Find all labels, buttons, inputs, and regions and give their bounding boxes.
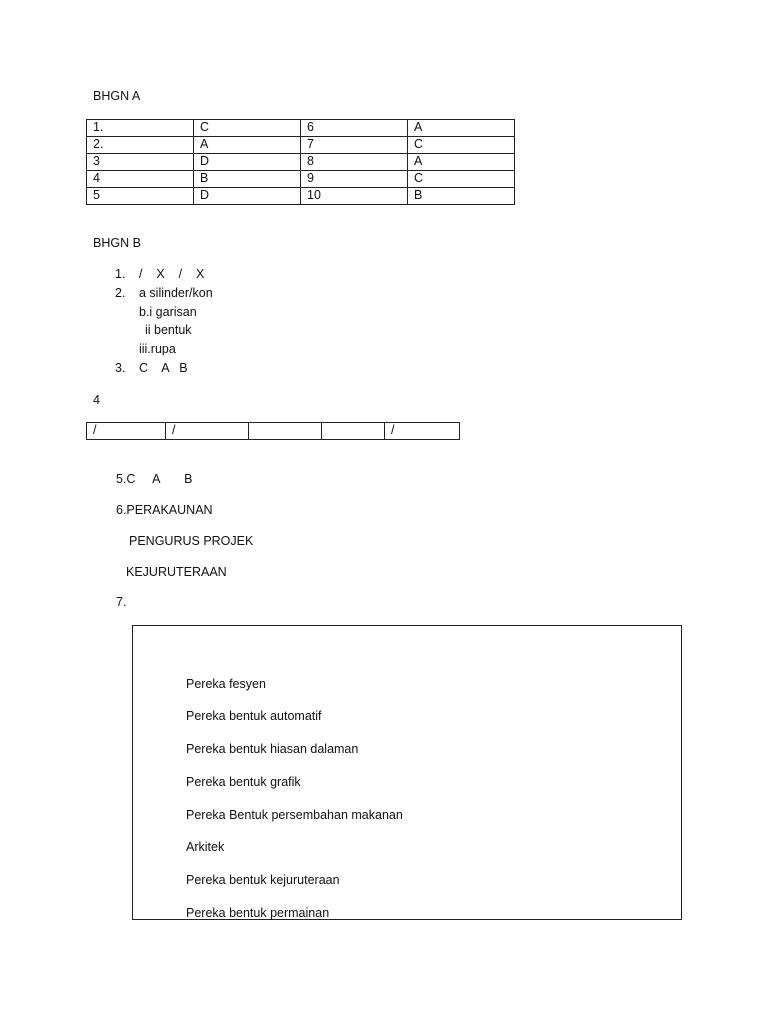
table-row (87, 171, 515, 188)
list-item: Pereka bentuk permainan (186, 906, 330, 920)
list-item: Pereka fesyen (186, 677, 266, 691)
table-cell: C (408, 137, 515, 154)
list-item: Pereka bentuk kejuruteraan (186, 873, 340, 887)
q4-label: 4 (93, 393, 100, 407)
table-cell: 8 (301, 154, 408, 171)
table-cell: / (385, 423, 460, 440)
table-cell: C (194, 120, 301, 137)
table-cell (249, 423, 322, 440)
table-cell: B (408, 188, 515, 205)
q3-number: 3. (115, 361, 126, 375)
section-a-answer-table (86, 119, 515, 205)
q7-answer-box (132, 625, 682, 920)
table-cell: 5 (87, 188, 194, 205)
table-cell: C (408, 171, 515, 188)
table-cell: 3 (87, 154, 194, 171)
table-row (87, 154, 515, 171)
q1-number: 1. (115, 267, 126, 281)
q2-answer-a: a silinder/kon (139, 286, 213, 300)
table-cell: 7 (301, 137, 408, 154)
q5-answer: 5.C A B (116, 472, 193, 486)
table-cell: A (408, 120, 515, 137)
q7-label: 7. (116, 595, 127, 609)
list-item: Pereka bentuk grafik (186, 775, 301, 789)
table-cell: A (194, 137, 301, 154)
table-cell: A (408, 154, 515, 171)
q6-answer-a: 6.PERAKAUNAN (116, 503, 213, 517)
q2-answer-b: b.i garisan (139, 305, 197, 319)
section-b-title: BHGN B (93, 236, 141, 250)
q2-answer-d: iii.rupa (139, 342, 176, 356)
q1-answer: / X / X (139, 267, 205, 281)
table-row (87, 188, 515, 205)
table-cell: D (194, 154, 301, 171)
table-row (87, 423, 460, 440)
list-item: Arkitek (186, 840, 225, 854)
table-cell: 1. (87, 120, 194, 137)
q4-answer-table (86, 422, 460, 440)
table-cell: B (194, 171, 301, 188)
table-cell: 10 (301, 188, 408, 205)
table-row (87, 137, 515, 154)
table-cell: 4 (87, 171, 194, 188)
q6-answer-b: PENGURUS PROJEK (129, 534, 254, 548)
table-cell: D (194, 188, 301, 205)
table-cell (322, 423, 385, 440)
section-a-title: BHGN A (93, 89, 141, 103)
table-cell: 9 (301, 171, 408, 188)
q2-number: 2. (115, 286, 126, 300)
q3-answer: C A B (139, 361, 188, 375)
table-cell: / (87, 423, 166, 440)
q6-answer-c: KEJURUTERAAN (126, 565, 227, 579)
table-cell: / (166, 423, 249, 440)
list-item: Pereka Bentuk persembahan makanan (186, 808, 403, 822)
list-item: Pereka bentuk automatif (186, 709, 322, 723)
table-row (87, 120, 515, 137)
q2-answer-c: ii bentuk (145, 323, 192, 337)
table-cell: 2. (87, 137, 194, 154)
list-item: Pereka bentuk hiasan dalaman (186, 742, 359, 756)
table-cell: 6 (301, 120, 408, 137)
